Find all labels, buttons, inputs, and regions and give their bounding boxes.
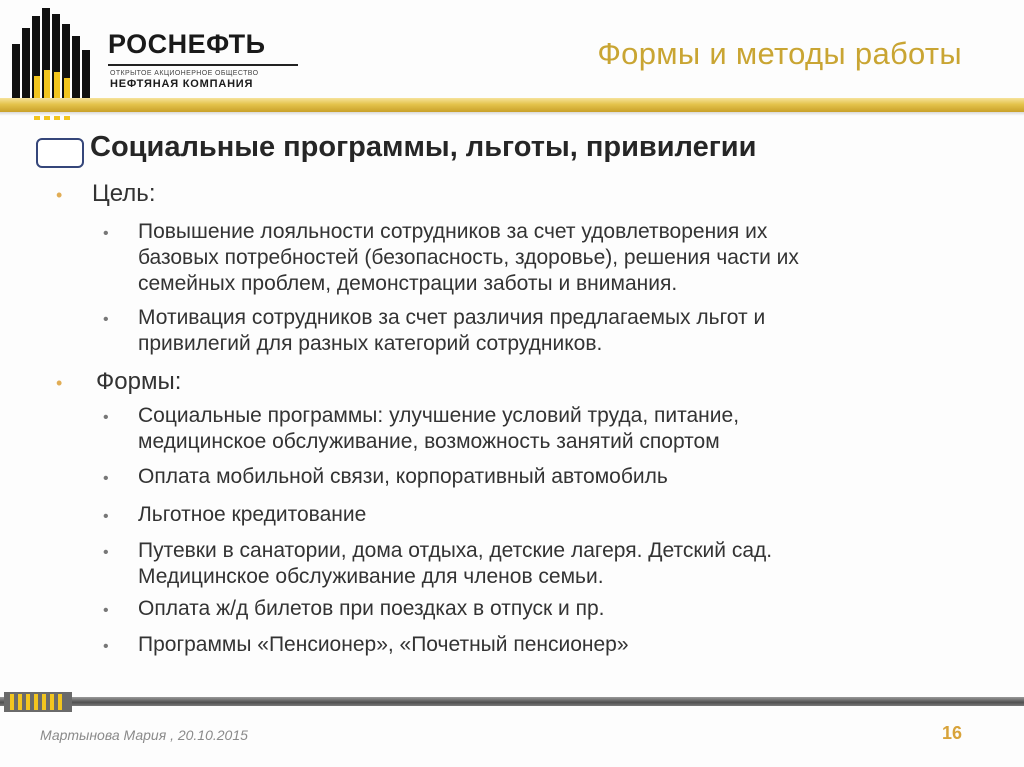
forms-item-1 bbox=[138, 403, 739, 455]
forms-item-6 bbox=[138, 632, 629, 658]
logo-company: НЕФТЯНАЯ КОМПАНИЯ bbox=[110, 78, 254, 90]
forms-item-1-line-2: медицинское обслуживание, возможность занятий спортом bbox=[138, 430, 720, 453]
goal-item-2 bbox=[138, 305, 765, 357]
page-number: 16 bbox=[942, 723, 963, 743]
goal-item-2-line-2: привилегий для разных категорий сотрудников. bbox=[138, 332, 603, 355]
logo-divider bbox=[108, 64, 298, 66]
footer-bar bbox=[0, 697, 1024, 706]
forms-item-5-line-1: Оплата ж/д билетов при поездках в отпуск и пр. bbox=[138, 597, 605, 620]
goal-item-1-line-3: семейных проблем, демонстрации заботы и внимания. bbox=[138, 272, 678, 295]
forms-item-4-line-1: Путевки в санатории, дома отдыха, детские лагеря. Детский сад. bbox=[138, 539, 773, 562]
sub-bullet-icon: • bbox=[103, 544, 109, 561]
goal-item-1-line-1: Повышение лояльности сотрудников за счет удовлетворения их bbox=[138, 220, 768, 243]
footer-author: Мартынова Мария , 20.10.2015 bbox=[40, 727, 248, 743]
sub-bullet-icon: • bbox=[103, 470, 109, 487]
section-label-forms: Формы: bbox=[96, 368, 182, 395]
goal-item-1-line-2: базовых потребностей (безопасность, здоровье), решения части их bbox=[138, 246, 799, 269]
forms-item-2-line-1: Оплата мобильной связи, корпоративный автомобиль bbox=[138, 465, 668, 488]
bullet-icon: • bbox=[56, 185, 63, 205]
goal-item-1 bbox=[138, 219, 799, 297]
forms-item-5 bbox=[138, 596, 605, 622]
forms-item-4 bbox=[138, 538, 772, 590]
sub-bullet-icon: • bbox=[103, 508, 109, 525]
header-gold-band bbox=[0, 98, 1024, 112]
forms-item-3-line-1: Льготное кредитование bbox=[138, 503, 367, 526]
slide-title: Формы и методы работы bbox=[597, 36, 962, 71]
logo-name: РОСНЕФТЬ bbox=[108, 29, 266, 59]
logo-caption bbox=[108, 67, 308, 90]
forms-item-3 bbox=[138, 502, 366, 528]
bullet-icon: • bbox=[56, 373, 63, 393]
footer-emblem-icon bbox=[4, 692, 72, 712]
sub-bullet-icon: • bbox=[103, 409, 109, 426]
forms-item-2 bbox=[138, 464, 668, 490]
forms-item-4-line-2: Медицинское обслуживание для членов семьи. bbox=[138, 565, 604, 588]
logo-wordmark bbox=[108, 30, 308, 58]
header-band-shadow bbox=[0, 112, 1024, 116]
logo-subtitle: ОТКРЫТОЕ АКЦИОНЕРНОЕ ОБЩЕСТВО bbox=[110, 70, 259, 77]
sub-bullet-icon: • bbox=[103, 602, 109, 619]
sub-bullet-icon: • bbox=[103, 311, 109, 328]
section-label-goal: Цель: bbox=[92, 180, 156, 207]
sub-bullet-icon: • bbox=[103, 638, 109, 655]
goal-item-2-line-1: Мотивация сотрудников за счет различия предлагаемых льгот и bbox=[138, 306, 766, 329]
heading-checkbox-icon bbox=[36, 138, 84, 168]
forms-item-6-line-1: Программы «Пенсионер», «Почетный пенсионер» bbox=[138, 633, 629, 656]
forms-item-1-line-1: Социальные программы: улучшение условий труда, питание, bbox=[138, 404, 740, 427]
sub-bullet-icon: • bbox=[103, 225, 109, 242]
content-heading: Социальные программы, льготы, привилегии bbox=[90, 131, 757, 163]
